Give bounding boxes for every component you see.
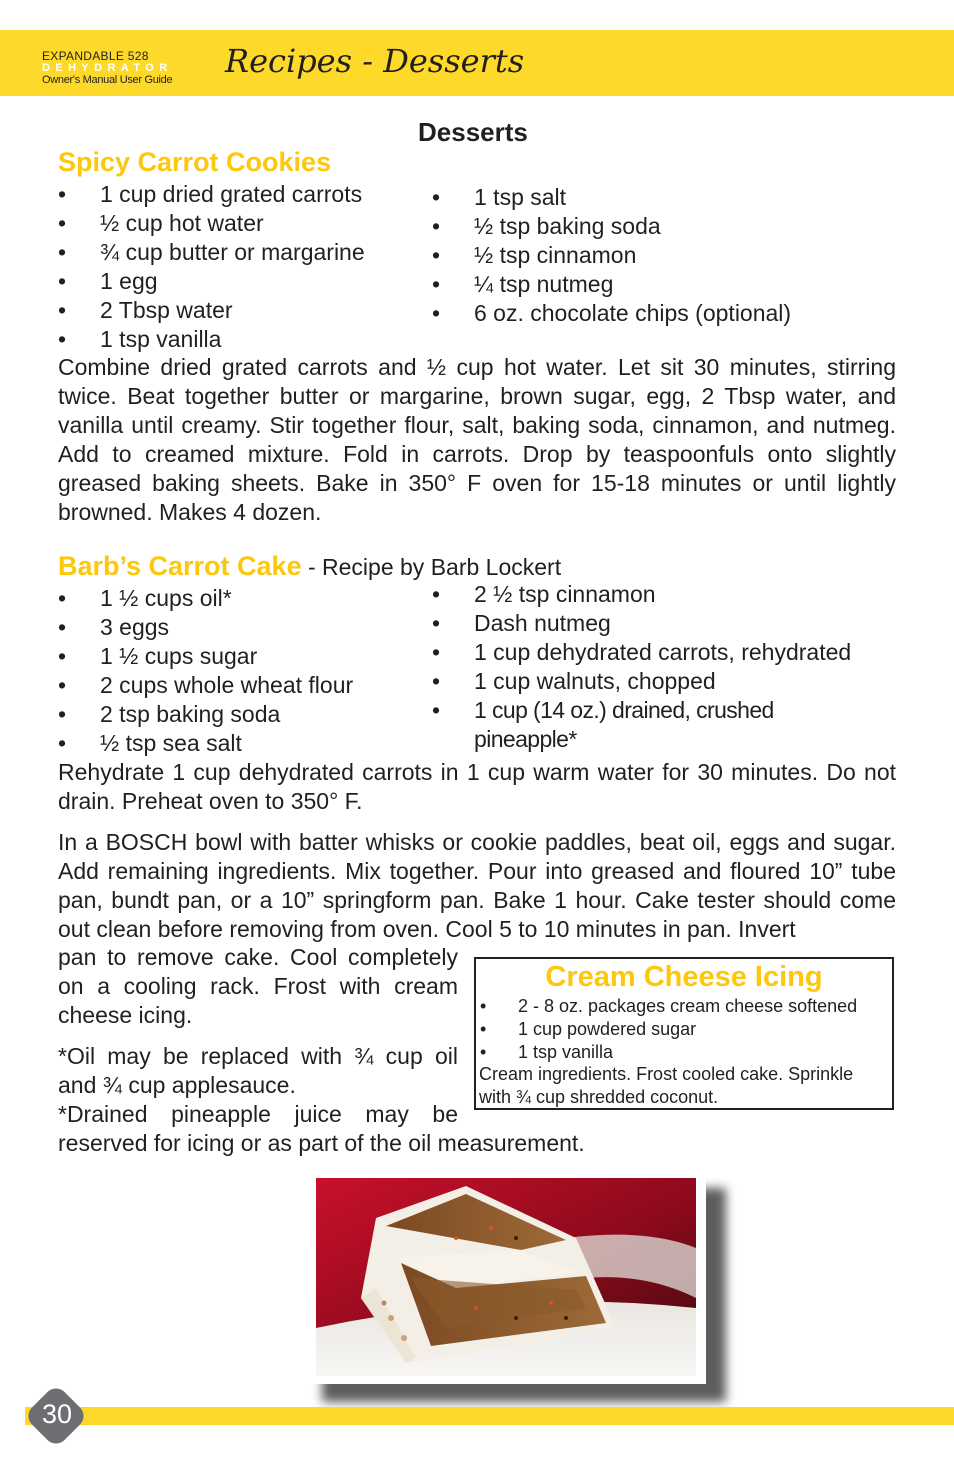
cake-directions-1: Rehydrate 1 cup dehydrated carrots in 1 cup warm water for 30 minutes. Do not drain. Preheat oven to 350° F.	[58, 759, 896, 814]
list-item: • 1 cup (14 oz.) drained, crushed	[432, 697, 774, 723]
list-item: • 1 tsp vanilla	[58, 326, 222, 352]
recipe-title-carrot-cake: Barb’s Carrot Cake	[58, 551, 302, 581]
footer-bar	[54, 1407, 954, 1425]
list-item: • ½ tsp baking soda	[432, 213, 661, 239]
cake-ingredients-right	[432, 580, 851, 754]
list-item: • 1 cup powdered sugar	[480, 1019, 697, 1039]
icing-directions: Cream ingredients. Frost cooled cake. Sprinkle with ¾ cup shredded coconut.	[479, 1064, 854, 1107]
cake-directions-3: pan to remove cake. Cool completely on a cooling rack. Frost with cream cheese icing.	[58, 944, 458, 1028]
icing-box	[474, 957, 894, 1110]
list-item: • 1 cup dehydrated carrots, rehydrated	[432, 639, 852, 665]
list-item: • 6 oz. chocolate chips (optional)	[432, 300, 792, 326]
list-item: • 2 - 8 oz. packages cream cheese softened	[480, 996, 858, 1016]
section-heading: Desserts	[418, 117, 528, 147]
cake-note-oil: *Oil may be replaced with ¾ cup oil and ¾ cup applesauce.	[58, 1043, 458, 1098]
list-item: • ½ tsp cinnamon	[432, 242, 637, 268]
list-item: • 2 cups whole wheat flour	[58, 672, 354, 698]
list-item: • 1 cup walnuts, chopped	[432, 668, 716, 694]
recipe-byline: - Recipe by Barb Lockert	[301, 554, 562, 580]
list-item: • Dash nutmeg	[432, 610, 611, 636]
list-item: • ¾ cup butter or margarine	[58, 239, 365, 265]
list-item: • 1 ½ cups oil*	[58, 585, 232, 611]
list-item: • 1 ½ cups sugar	[58, 643, 258, 669]
cookies-ingredients-left	[58, 180, 365, 354]
list-item: • 2 ½ tsp cinnamon	[432, 581, 656, 607]
cake-directions-2: In a BOSCH bowl with batter whisks or cookie paddles, beat oil, eggs and sugar. Add remaining ingredients. Mix together. Pour into greased and floured 10” tube pan, bundt pan, or a 10” springform pan. Bake 1 hour. Cake tester should come out clean before removing from oven. Cool 5 to 10 minutes in pan. Invert	[58, 829, 896, 942]
icing-ingredients	[480, 995, 857, 1064]
brand-line-3: Owner's Manual User Guide	[42, 74, 173, 86]
page-number: 30	[41, 1399, 73, 1429]
list-item: pineapple*	[474, 726, 577, 752]
list-item: • ½ tsp sea salt	[58, 730, 242, 756]
list-item: • 2 Tbsp water	[58, 297, 233, 323]
list-item: • 1 tsp salt	[432, 184, 567, 210]
list-item: • ¼ tsp nutmeg	[432, 271, 614, 297]
cookies-ingredients-right	[432, 183, 791, 328]
page-title: Recipes - Desserts	[225, 42, 525, 80]
list-item: • 1 egg	[58, 268, 158, 294]
list-item: • 2 tsp baking soda	[58, 701, 281, 727]
list-item: • 1 cup dried grated carrots	[58, 181, 363, 207]
recipe-title-spicy-carrot-cookies: Spicy Carrot Cookies	[58, 147, 332, 177]
cake-note-pineapple: *Drained pineapple juice may be	[58, 1101, 458, 1127]
brand-line-1: EXPANDABLE 528	[42, 49, 149, 63]
cake-ingredients-left	[58, 584, 353, 758]
cookies-directions: Combine dried grated carrots and ½ cup hot water. Let sit 30 minutes, stirring twice. Beat together butter or margarine, brown sugar, egg, 2 Tbsp water, and vanilla until creamy. Stir together flour, salt, baking soda, cinnamon, and nutmeg. Add to creamed mixture. Fold in carrots. Drop by teaspoonfuls onto slightly greased baking sheets. Bake in 350° F oven for 15-18 minutes or until lightly browned. Makes 4 dozen.	[58, 354, 896, 525]
carrot-cake-photo	[316, 1178, 696, 1376]
carrot-cake-image	[316, 1178, 696, 1376]
recipe-heading-carrot-cake	[58, 551, 561, 582]
brand-line-2: DEHYDRATOR	[42, 62, 173, 74]
recipe-title-cream-cheese-icing: Cream Cheese Icing	[545, 961, 823, 993]
list-item: • 1 tsp vanilla	[480, 1042, 614, 1062]
list-item: • ½ cup hot water	[58, 210, 264, 236]
cake-note-pineapple-cont: reserved for icing or as part of the oil measurement.	[58, 1130, 585, 1156]
list-item: • 3 eggs	[58, 614, 170, 640]
brand-logo	[42, 50, 173, 86]
